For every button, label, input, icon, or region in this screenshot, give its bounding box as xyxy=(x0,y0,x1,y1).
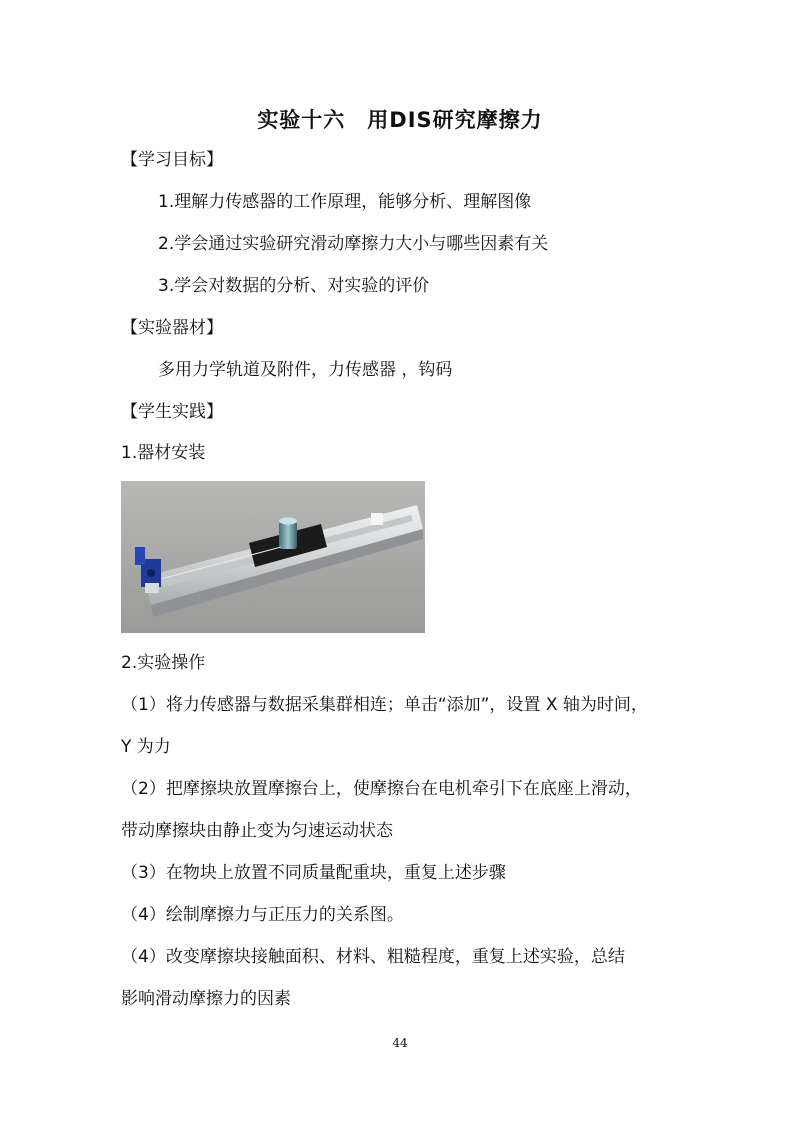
op-2-line-2: 带动摩擦块由静止变为匀速运动状态 xyxy=(121,821,393,841)
objective-item-1: 1.理解力传感器的工作原理，能够分析、理解图像 xyxy=(158,192,532,212)
op-3: （3）在物块上放置不同质量配重块，重复上述步骤 xyxy=(121,863,506,883)
op-5-line-2: 影响滑动摩擦力的因素 xyxy=(121,989,291,1009)
page-number: 44 xyxy=(392,1036,408,1050)
step-operation-label: 2.实验操作 xyxy=(121,653,206,673)
step-install-label: 1.器材安装 xyxy=(121,443,206,463)
objective-item-2: 2.学会通过实验研究滑动摩擦力大小与哪些因素有关 xyxy=(158,234,549,254)
practice-heading: 【学生实践】 xyxy=(121,402,223,422)
equipment-text: 多用力学轨道及附件，力传感器 ，钩码 xyxy=(158,360,453,380)
op-1-line-2: Y 为力 xyxy=(121,737,171,757)
objective-item-3: 3.学会对数据的分析、对实验的评价 xyxy=(158,276,430,296)
op-1-line-1: （1）将力传感器与数据采集群相连；单击“添加”，设置 X 轴为时间， xyxy=(121,695,648,715)
objectives-heading: 【学习目标】 xyxy=(121,150,223,170)
equipment-photo xyxy=(121,481,425,633)
op-5-line-1: （4）改变摩擦块接触面积、材料、粗糙程度，重复上述实验，总结 xyxy=(121,947,625,967)
equipment-heading: 【实验器材】 xyxy=(121,318,223,338)
page-title: 实验十六 用DIS研究摩擦力 xyxy=(257,108,543,132)
op-2-line-1: （2）把摩擦块放置摩擦台上，使摩擦台在电机牵引下在底座上滑动， xyxy=(121,779,642,799)
op-4: （4）绘制摩擦力与正压力的关系图。 xyxy=(121,905,404,925)
